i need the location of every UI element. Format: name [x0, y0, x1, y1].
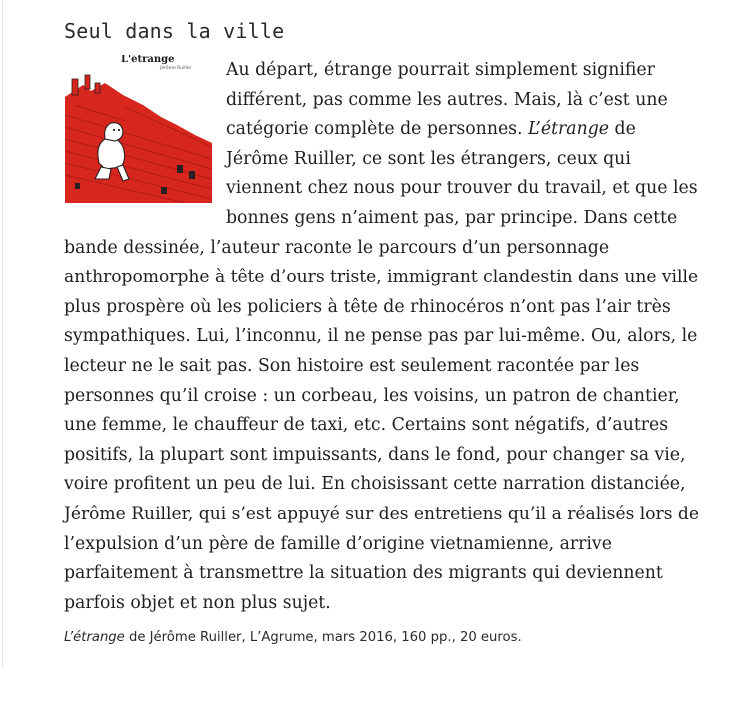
body-line-start: catégorie complète de personnes. [226, 119, 529, 140]
body-line: positifs, la plupart sont impuissants, dans le fond, pour changer sa vie, [64, 444, 686, 465]
article-heading: Seul dans la ville [64, 19, 285, 43]
body-line: viennent chez nous pour trouver du travail, et que les [226, 178, 698, 199]
body-line: l’expulsion d’un père de famille d’origine vietnamienne, arrive [64, 533, 612, 554]
page-left-border [2, 0, 3, 668]
caption-book-title: L’étrange [64, 630, 125, 645]
cover-author: Jérôme Ruiller [160, 66, 192, 71]
body-line: personnes qu’il croise : un corbeau, les voisins, un patron de chantier, [64, 385, 680, 406]
body-line: différent, pas comme les autres. Mais, là c’est une [226, 89, 668, 110]
body-line-end: de [609, 119, 636, 140]
body-line: Jérôme Ruiller, qui s’est appuyé sur des entretiens qu’il a réalisés lors de [64, 503, 699, 524]
body-line: lecteur ne le sait pas. Son histoire est seulement racontée par les [64, 355, 640, 376]
body-line: sympathiques. Lui, l’inconnu, il ne pense pas par lui-même. Ou, alors, le [64, 326, 698, 347]
body-line: anthropomorphe à tête d’ours triste, immigrant clandestin dans une ville [64, 267, 699, 288]
body-line: parfaitement à transmettre la situation des migrants qui deviennent [64, 563, 663, 584]
body-line [64, 115, 700, 145]
book-title-emphasis: L’étrange [528, 119, 610, 140]
body-line: une femme, le chauffeur de taxi, etc. Certains sont négatifs, d’autres [64, 415, 669, 436]
book-reference-caption [64, 630, 522, 645]
caption-details: de Jérôme Ruiller, L’Agrume, mars 2016, 160 pp., 20 euros. [124, 630, 522, 645]
body-line: voire profitent un peu de lui. En choisissant cette narration distanciée, [64, 474, 686, 495]
body-line: Au départ, étrange pourrait simplement signifier [226, 60, 655, 80]
article-body [64, 56, 700, 618]
body-line: parfois objet et non plus sujet. [64, 592, 331, 613]
cover-title: L'étrange [121, 55, 175, 65]
body-line: Jérôme Ruiller, ce sont les étrangers, ceux qui [226, 148, 631, 169]
body-line: plus prospère où les policiers à tête de rhinocéros n’ont pas l’air très [64, 296, 671, 317]
body-line: bonnes gens n’aiment pas, par principe. Dans cette [226, 207, 678, 228]
body-line: bande dessinée, l’auteur raconte le parcours d’un personnage [64, 237, 610, 258]
